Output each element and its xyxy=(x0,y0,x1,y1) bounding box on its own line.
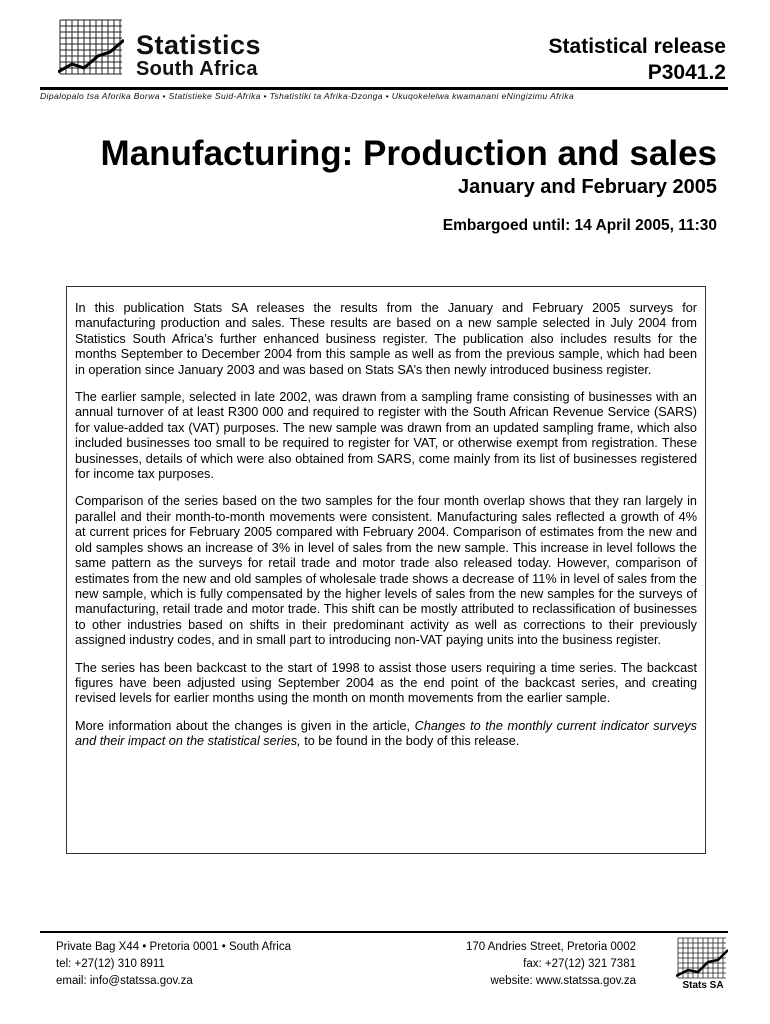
paragraph-3: Comparison of the series based on the two samples for the four month overlap shows that they ran largely in parallel and their month-to-month movements were consistent. Manufacturing sales reflected a growth of 4% at current prices for February 2005 compared with February 2004. Comparison of estimates from the new and old samples shows an increase of 3% in level of sales from the new sample. This increase in level follows the same pattern as the surveys for retail trade and motor trade also released today. However, comparison of estimates from the new and old samples of wholesale trade shows a decrease of 11% in level of sales from the new sample, which is fully compensated by the higher levels of sales from the new samples for the surveys of manufacturing, retail trade and motor trade. This shift can be mostly attributed to reclassification of businesses to other industries based on shifts in their predominant activity as well as corrections to their previously assigned industry codes, and in small part to introducing non-VAT paying units into the business register. xyxy=(75,494,697,648)
paragraph-4: The series has been backcast to the start of 1998 to assist those users requiring a time series. The backcast figures have been adjusted using September 2004 as the end point of the backcast series, and creating revised levels for earlier months using the month on month movements from the earlier sample. xyxy=(75,660,697,706)
paragraph-5 xyxy=(75,719,697,750)
logo-title: Statistics xyxy=(136,30,262,60)
paragraph-1: In this publication Stats SA releases the results from the January and February 2005 surveys for manufacturing production and sales. These results are based on a new sample selected in July 2004 from Statistics South Africa’s further enhanced business register. The publication also includes results for the months September to December 2004 from this sample as well as from the previous sample, which had been in operation since January 2003 and was based on Stats SA’s then newly introduced business register. xyxy=(75,301,697,377)
paragraph-2: The earlier sample, selected in late 2002, was drawn from a sampling frame consisting of businesses with an annual turnover of at least R300 000 and required to register with the South African Revenue Service (SARS) for value-added tax (VAT) purposes. The new sample was drawn from an updated sampling frame, which also included businesses too small to be required to register for VAT, or otherwise exempt from registration. These businesses, details of which were also obtained from SARS, come mainly from its list of businesses registered for income tax purposes. xyxy=(75,390,697,482)
page-title: Manufacturing: Production and sales xyxy=(100,134,717,173)
telephone: tel: +27(12) 310 8911 xyxy=(56,958,165,970)
logo-subtitle: South Africa xyxy=(136,58,258,80)
footer-logo-text: Stats SA xyxy=(682,980,724,991)
header-divider xyxy=(40,87,728,90)
email-address: email: info@statssa.gov.za xyxy=(56,975,193,987)
stats-sa-logo-icon xyxy=(58,18,124,78)
summary-box xyxy=(66,286,706,854)
postal-address: Private Bag X44 • Pretoria 0001 • South Africa xyxy=(56,941,291,953)
embargo-notice: Embargoed until: 14 April 2005, 11:30 xyxy=(442,217,717,234)
footer-contact-left xyxy=(56,939,291,990)
footer-contact-right xyxy=(466,939,636,990)
paragraph-5-suffix: to be found in the body of this release. xyxy=(300,734,520,749)
multilingual-tagline: Dipalopalo tsa Aforika Borwa • Statistieke Suid-Afrika • Tshatistiki ta Afrika-Dzonga • Ukuqokelelwa kwamanani eNingizimu Afrika xyxy=(40,91,575,101)
fax: fax: +27(12) 321 7381 xyxy=(523,958,636,970)
article-title: Changes to the monthly current indicator surveys and their impact on the statistical series, xyxy=(75,718,697,749)
release-type: Statistical release xyxy=(548,35,726,58)
period-subtitle: January and February 2005 xyxy=(457,176,717,198)
release-number: P3041.2 xyxy=(647,61,726,84)
street-address: 170 Andries Street, Pretoria 0002 xyxy=(465,941,636,953)
footer-divider xyxy=(40,931,728,933)
paragraph-5-prefix: More information about the changes is given in the article, xyxy=(75,718,415,733)
website: website: www.statssa.gov.za xyxy=(490,975,636,987)
